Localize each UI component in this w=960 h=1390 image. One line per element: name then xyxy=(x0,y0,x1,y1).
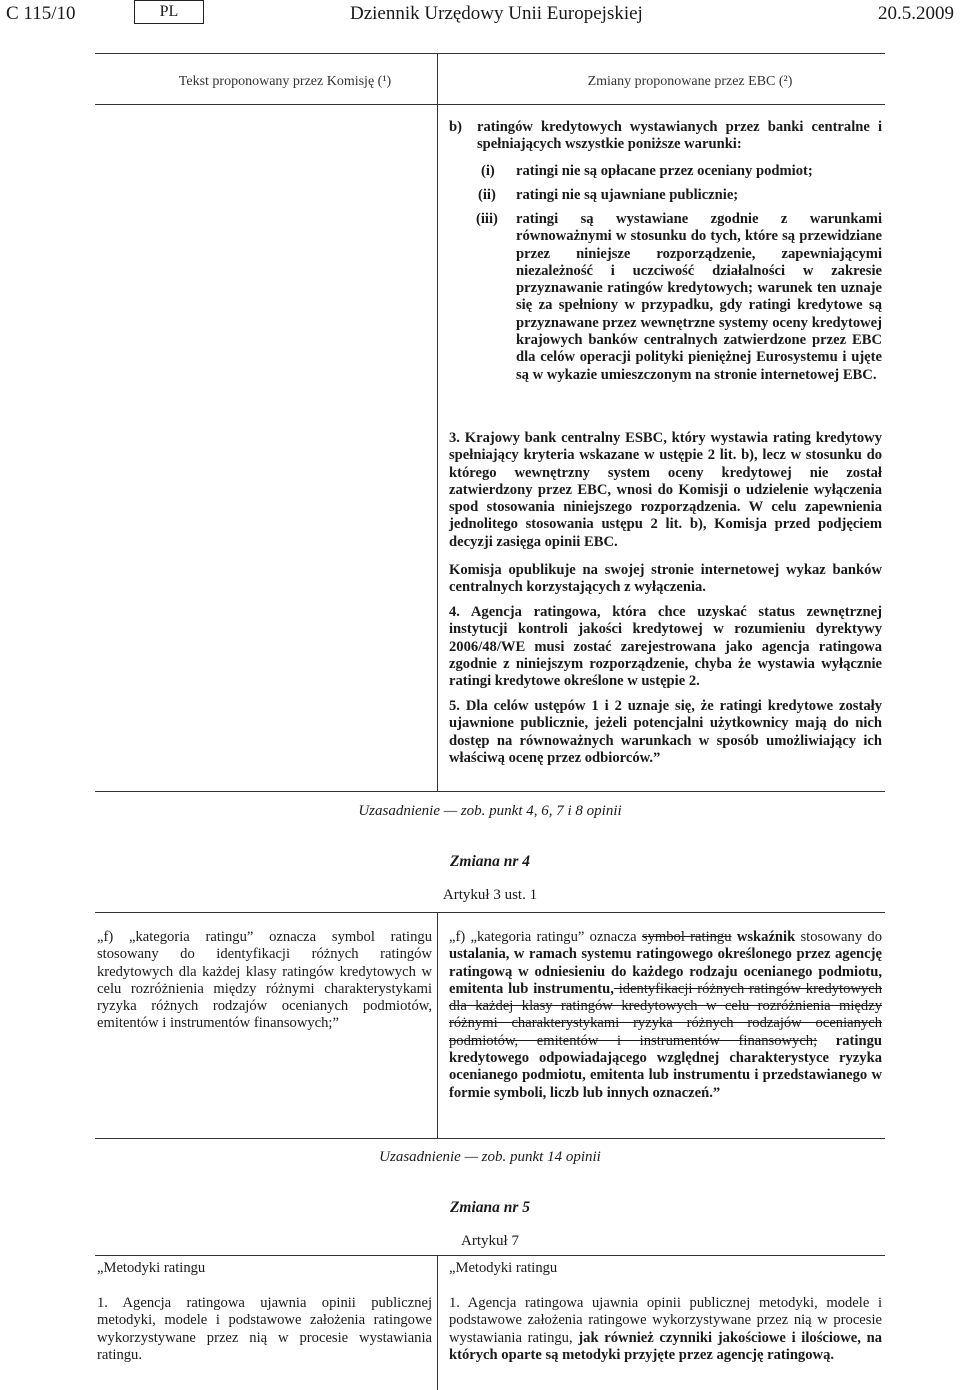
amendment-4-divider xyxy=(437,912,438,1138)
right-column-header: Zmiany proponowane przez EBC (²) xyxy=(587,74,793,89)
deleted-text: symbol ratingu xyxy=(641,929,732,945)
publication-date: 20.5.2009 xyxy=(878,3,954,24)
paragraph-4: 4. Agencja ratingowa, która chce uzyskać status zewnętrznej instytucji kontroli jakości kredytowej w rozumieniu dyrektywy 2006/48/WE musi zostać zarejestrowana jako agencja ratingowa zgodnie z niniejszym rozporządzenie, chyba że wystawia wyłącznie ratingi kredytowe określone w ustępie 2. xyxy=(449,604,882,690)
amendment-5-original-heading: „Metodyki ratingu xyxy=(97,1260,206,1276)
inserted-text: wskaźnik xyxy=(731,929,796,945)
table-bottom-rule xyxy=(95,791,885,792)
amendment-5-article: Artykuł 7 xyxy=(461,1233,519,1249)
item-iii-text: ratingi są wystawiane zgodnie z warunkami równoważnymi w stosunku do tych, które są przewidziane przez niniejsze rozporządzenie, zapewniającymi niezależność i uczciwość działalności w zakresie przyznawanie ratingów kredytowych; warunek ten uznaje się za spełniony w przypadku, gdy ratingi kredytowe są przyznawane przez wewnętrzne systemy oceny kredytowej krajowych banków centralnych zatwierdzone przez EBC dla celów operacji polityki pieniężnej Eurosystemu i ujęte są w wykazie umieszczonym na stronie internetowej EBC. xyxy=(516,211,882,383)
inserted-text: jak również czynniki jakościowe i ilościowe, na których oparte są metodyki przyjęte przez agencję ratingową. xyxy=(449,1329,882,1363)
text-run: stosowany do xyxy=(795,929,883,945)
item-b-text: ratingów kredytowych wystawianych przez banki centralne i spełniających wszystkie poniższe warunki: xyxy=(477,119,882,153)
amendment-5-original-text: 1. Agencja ratingowa ujawnia opinii publicznej metodyki, modele i podstawowe założenia ratingowe wykorzystywane przez nią w procesie wystawiania ratingu. xyxy=(97,1295,432,1363)
inserted-text: ustalania, w ramach systemu ratingowego określonego przez agencję ratingową w odniesieniu do każdego rodzaju ocenianego podmiotu, emitenta lub instrumentu, xyxy=(449,946,882,997)
language-box: PL xyxy=(134,0,204,24)
left-column-header: Tekst proponowany przez Komisję (¹) xyxy=(178,74,392,89)
paragraph-5: 5. Dla celów ustępów 1 i 2 uznaje się, że ratingi kredytowe zostały ujawnione publicznie, jeżeli potencjalni użytkownicy mają do nich dostęp na równoważnych warunkach w sposób umożliwiający ich właściwą ocenę przez odbiorców.” xyxy=(449,698,882,766)
inserted-text: ratingu kredytowego odpowiadającego względnej charakterystyce ryzyka ocenianego podmiotu, emitenta lub instrumentu i przedstawianego w formie symboli, liczb lub innych oznaczeń.” xyxy=(449,1032,882,1101)
amendment-5-title: Zmiana nr 5 xyxy=(449,1199,531,1216)
amendment-4-bottom-rule xyxy=(95,1138,885,1139)
item-i-text: ratingi nie są opłacane przez oceniany podmiot; xyxy=(516,163,813,179)
item-b-label: b) xyxy=(449,119,462,135)
amendment-5-divider xyxy=(437,1255,438,1390)
table-header xyxy=(95,53,885,105)
amendment-4-article: Artykuł 3 ust. 1 xyxy=(442,887,538,903)
justification-2: Uzasadnienie — zob. punkt 14 opinii xyxy=(379,1149,601,1165)
journal-title: Dziennik Urzędowy Unii Europejskiej xyxy=(350,3,643,24)
header-divider xyxy=(437,53,438,103)
page-reference: C 115/10 xyxy=(6,3,76,24)
paragraph-3: 3. Krajowy bank centralny ESBC, który wystawia rating kredytowy spełniający kryteria wskazane w ustępie 2 lit. b), lecz w stosunku do którego wewnętrzny system oceny kredytowej nie został zatwierdzony przez EBC, wnosi do Komisji o udzielenie wyłączenia spod stosowania niniejszego rozporządzenia. W celu zapewnienia jednolitego stosowania ustępu 2 lit. b), Komisja przed podjęciem decyzji zasięga opinii EBC. xyxy=(449,430,882,550)
amendment-5-proposed-heading: „Metodyki ratingu xyxy=(449,1260,558,1276)
item-ii-label: (ii) xyxy=(478,187,496,203)
text-run: 1. Agencja ratingowa ujawnia opinii publicznej metodyki, modele i podstawowe założenia ratingowe wykorzystywane przez nią w procesie wystawiania ratingu, xyxy=(449,1295,882,1346)
item-i-label: (i) xyxy=(481,163,495,179)
item-iii-label: (iii) xyxy=(476,211,498,227)
amendment-4-original-text: „f) „kategoria ratingu” oznacza symbol ratingu stosowany do identyfikacji różnych ratingów kredytowych dla każdej klasy ratingów kredytowych w celu rozróżnienia między różnymi charakterystykami ryzyka różnych rodzajów ocenianych podmiotów, emitentów i instrumentów finansowych;” xyxy=(97,929,432,1032)
amendment-4-top-rule xyxy=(95,912,885,913)
column-divider xyxy=(437,103,438,791)
item-ii-text: ratingi nie są ujawniane publicznie; xyxy=(516,187,739,203)
page-header xyxy=(0,0,960,30)
deleted-text: identyfikacji różnych ratingów kredytowych dla każdej klasy ratingów kredytowych w celu rozróżnienia między różnymi charakterystykami ryzyka różnych rodzajów ocenianych podmiotów, emitentów i instrumentów finansowych; xyxy=(449,980,882,1049)
amendment-5-proposed-text xyxy=(449,1295,882,1364)
amendment-4-proposed-text xyxy=(449,929,882,1102)
amendment-4-title: Zmiana nr 4 xyxy=(449,853,531,870)
amendment-5-top-rule xyxy=(95,1255,885,1256)
text-run: „f) „kategoria ratingu” oznacza xyxy=(449,929,642,945)
paragraph-3-publication: Komisja opublikuje na swojej stronie internetowej wykaz banków centralnych korzystających z wyłączenia. xyxy=(449,562,882,596)
justification-1: Uzasadnienie — zob. punkt 4, 6, 7 i 8 opinii xyxy=(358,803,622,819)
